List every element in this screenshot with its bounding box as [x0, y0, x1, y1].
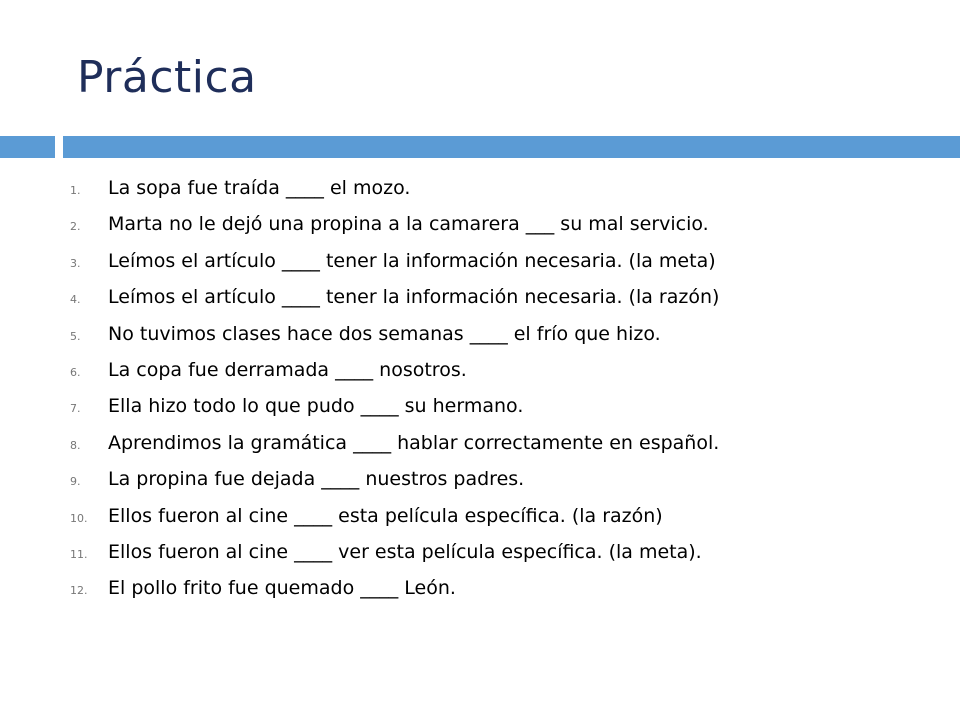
item-number: 9.: [70, 475, 81, 489]
item-text: Marta no le dejó una propina a la camarera ___ su mal servicio.: [108, 213, 709, 236]
item-number: 12.: [70, 584, 88, 598]
list-item: [70, 534, 950, 570]
exercise-list: [70, 170, 950, 607]
item-text: La copa fue derramada ____ nosotros.: [108, 358, 467, 381]
list-item: [70, 316, 950, 352]
item-number: 4.: [70, 293, 81, 307]
item-text: La sopa fue traída ____ el mozo.: [108, 177, 411, 199]
list-item: [70, 170, 950, 206]
list-item: [70, 352, 950, 388]
item-text: Leímos el artículo ____ tener la información necesaria. (la meta): [108, 249, 716, 272]
slide-title: Práctica: [77, 52, 257, 103]
item-text: No tuvimos clases hace dos semanas ____ el frío que hizo.: [108, 322, 661, 345]
item-text: Ellos fueron al cine ____ esta película específica. (la razón): [108, 504, 663, 527]
list-item: [70, 243, 950, 279]
list-item: [70, 388, 950, 424]
item-number: 8.: [70, 438, 81, 452]
item-number: 3.: [70, 256, 81, 270]
item-number: 1.: [70, 184, 81, 197]
item-text: Ella hizo todo lo que pudo ____ su hermano.: [108, 395, 524, 418]
accent-bar-left: [0, 136, 55, 158]
item-number: 2.: [70, 220, 81, 234]
list-item: [70, 425, 950, 461]
item-number: 6.: [70, 365, 81, 379]
item-text: El pollo frito fue quemado ____ León.: [108, 577, 456, 600]
list-item: [70, 206, 950, 242]
item-number: 10.: [70, 511, 88, 525]
list-item: [70, 279, 950, 315]
accent-bar-right: [63, 136, 960, 158]
item-text: Ellos fueron al cine ____ ver esta película específica. (la meta).: [108, 540, 702, 563]
item-text: Aprendimos la gramática ____ hablar correctamente en español.: [108, 431, 720, 454]
list-item: [70, 498, 950, 534]
item-text: La propina fue dejada ____ nuestros padres.: [108, 468, 525, 491]
item-number: 5.: [70, 329, 81, 343]
list-item: [70, 461, 950, 497]
item-text: Leímos el artículo ____ tener la información necesaria. (la razón): [108, 286, 720, 309]
item-number: 11.: [70, 547, 88, 561]
list-item: [70, 570, 950, 606]
item-number: 7.: [70, 402, 81, 416]
